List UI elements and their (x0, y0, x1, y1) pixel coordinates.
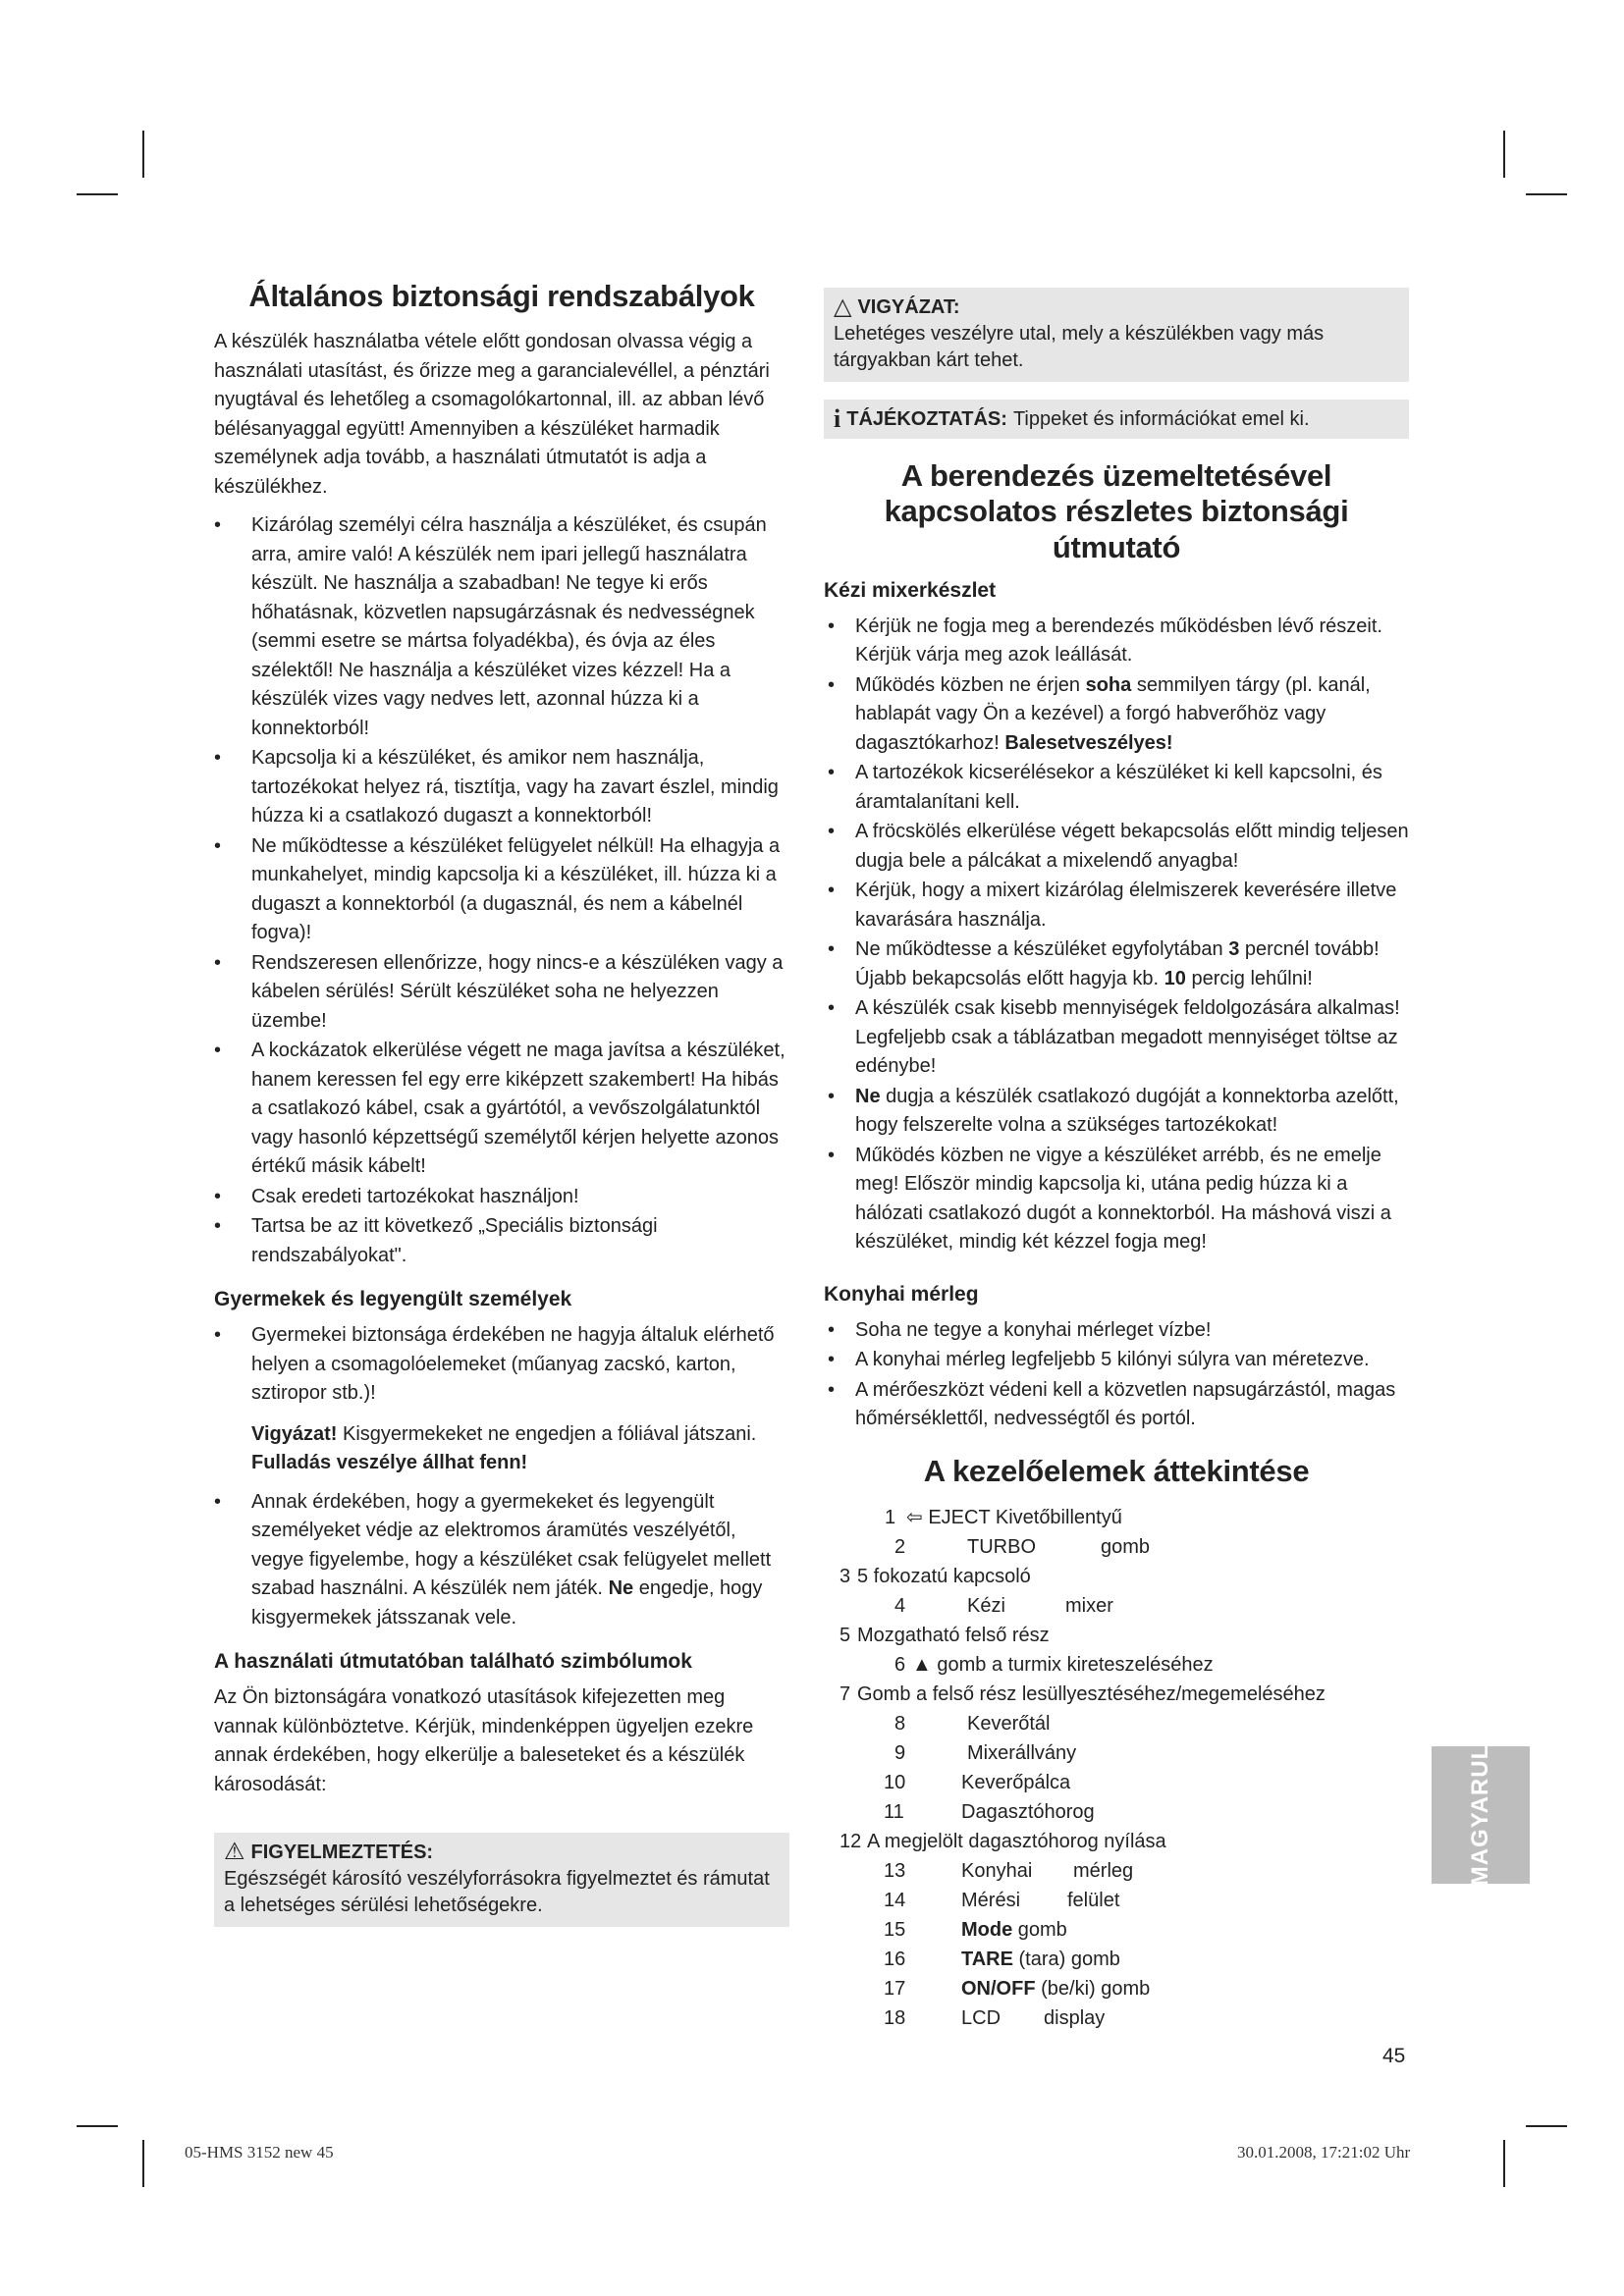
scale-list (824, 1316, 1409, 1434)
control-row: 6 ▲ gomb a turmix kireteszeléséhez (894, 1654, 1214, 1677)
children-warning (214, 1420, 789, 1478)
control-row: 15 Mode gomb (884, 1919, 1067, 1942)
footer-left: 05-HMS 3152 new 45 (185, 2143, 334, 2162)
list-item: • Működés közben ne érjen soha semmilyen tárgy (pl. kanál, hablapát vagy Ön a kezével) a forgó habverőhöz vagy dagasztókarhoz! Balesetveszélyes! (824, 671, 1409, 759)
page-number: 45 (1382, 2045, 1406, 2067)
warning-title: ⚠ FIGYELMEZTETÉS: (224, 1839, 434, 1866)
info-box (824, 400, 1409, 439)
section-title: Általános biztonsági rendszabályok (248, 279, 755, 313)
section-title: A berendezés üzemeltetésével kapcsolatos részletes biztonsági útmutató (884, 458, 1349, 564)
intro-paragraph: A készülék használatba vétele előtt gondosan olvassa végig a használati utasítást, és őrizze meg a garancialevéllel, a pénztári nyugtával és lehetőleg a csomagolókartonnal, ill. az abban lévő bélésanyaggal együtt! Amennyiben a készüléket harmadik személynek adja tovább, a használati útmutatót is adja a készülékhez. (214, 331, 770, 498)
info-line: i TÁJÉKOZTATÁS: Tippeket és információkat emel ki. (834, 404, 1310, 433)
crop-mark (77, 2125, 118, 2127)
control-row: 18 LCD display (884, 2007, 1106, 2030)
list-item: • Kizárólag személyi célra használja a készüléket, és csupán arra, amire való! A készülék nem ipari jellegű használatra készült. Ne használja a szabadban! Ne tegye ki erős hőhatásnak, közvetlen napsugárzásnak és nedvességnek (semmi esetre se mártsa folyadékba), és óvja az éles szélektől! Ne használja a készüléket vizes kézzel! Ha a készülék vizes vagy nedves lett, azonnal húzza ki a konnektorból! (214, 511, 789, 743)
caution-box (824, 288, 1409, 382)
list-item: • Rendszeresen ellenőrizze, hogy nincs-e a készüléken vagy a kábelen sérülés! Sérült készüléket soha ne helyezzen üzembe! (214, 949, 789, 1037)
list-item: • Kérjük, hogy a mixert kizárólag élelmiszerek keverésére illetve kavarására használja. (824, 877, 1409, 934)
list-item: • A fröcskölés elkerülése végett bekapcsolás előtt mindig teljesen dugja bele a pálcákat a mixelendő anyagba! (824, 818, 1409, 876)
symbols-heading: A használati útmutatóban található szimbólumok (214, 1650, 692, 1674)
mixer-list (824, 613, 1409, 1257)
crop-mark (142, 131, 144, 178)
control-row: 5 Mozgatható felső rész (839, 1625, 1050, 1647)
control-row: 7 Gomb a felső rész lesüllyesztéséhez/megemeléséhez (839, 1683, 1326, 1706)
footer-right: 30.01.2008, 17:21:02 Uhr (1237, 2143, 1411, 2162)
control-row: 1 ⇦ EJECT Kivetőbillentyű (885, 1507, 1122, 1529)
right-column (824, 288, 1409, 2033)
crop-mark (77, 193, 118, 195)
list-item: • Működés közben ne vigye a készüléket arrébb, és ne emelje meg! Először mindig kapcsolja ki, utána pedig húzza ki a hálózati csatlakozó dugót a konnektorból. Ha máshová viszi a készüléket, mindig két kézzel fogja meg! (824, 1142, 1409, 1257)
caution-title: △ VIGYÁZAT: (834, 294, 960, 320)
list-item: • Tartsa be az itt következő „Speciális biztonsági rendszabályokat". (214, 1212, 789, 1270)
list-item: • Csak eredeti tartozékokat használjon! (214, 1183, 789, 1212)
caution-triangle-icon: △ (834, 294, 852, 320)
control-row: 13 Konyhai mérleg (884, 1860, 1134, 1883)
warning-box (214, 1833, 789, 1927)
control-row: 4 Kézi mixer (894, 1595, 1113, 1618)
left-column (214, 265, 789, 1935)
list-item: • Gyermekei biztonsága érdekében ne hagyja általuk elérhető helyen a csomagolóelemeket (műanyag zacskó, karton, sztiropor stb.)! (214, 1321, 789, 1409)
warning-text: Egészségét károsító veszélyforrásokra figyelmeztet és rámutat a lehetséges sérülési lehetőségekre. (224, 1868, 770, 1917)
children-list (214, 1321, 789, 1409)
crop-mark (142, 2140, 144, 2187)
controls-title: A kezelőelemek áttekintése (923, 1453, 1310, 1488)
safety-list (214, 511, 789, 1270)
control-row: 17 ON/OFF (be/ki) gomb (884, 1978, 1151, 2001)
control-row: 14 Mérési felület (884, 1890, 1120, 1912)
list-item: • Kérjük ne fogja meg a berendezés működésben lévő részeit. Kérjük várja meg azok leállását. (824, 613, 1409, 670)
warning-triangle-icon: ⚠ (224, 1839, 245, 1866)
crop-mark (1526, 2125, 1567, 2127)
children-heading: Gyermekek és legyengült személyek (214, 1288, 572, 1311)
warning-label: Vigyázat! (251, 1422, 338, 1445)
list-item: • Ne működtesse a készüléket egyfolytában 3 percnél tovább! Újabb bekapcsolás előtt hagyja kb. 10 percig lehűlni! (824, 935, 1409, 993)
symbols-paragraph: Az Ön biztonságára vonatkozó utasítások kifejezetten meg vannak különböztetve. Kérjük, mindenképpen ügyeljen ezekre annak érdekében, hogy elkerülje a baleseteket és a készülék károsodását: (214, 1686, 754, 1795)
list-item: • Annak érdekében, hogy a gyermekeket és legyengült személyeket védje az elektromos áramütés veszélyétől, vegye figyelembe, hogy a készüléket csak felügyelet mellett szabad használni. A készülék nem játék. Ne engedje, hogy kisgyermekek játsszanak vele. (214, 1488, 789, 1633)
children-list-2 (214, 1488, 789, 1633)
control-row: 12 A megjelölt dagasztóhorog nyílása (839, 1831, 1166, 1853)
control-row: 9 Mixerállvány (894, 1742, 1077, 1765)
list-item: • Ne dugja a készülék csatlakozó dugóját a konnektorba azelőtt, hogy felszerelte volna a szükséges tartozékokat! (824, 1083, 1409, 1141)
controls-list (824, 1503, 1409, 2033)
control-row: 2 TURBO gomb (894, 1536, 1151, 1559)
list-item: • Soha ne tegye a konyhai mérleget vízbe! (824, 1316, 1409, 1346)
crop-mark (1503, 131, 1505, 178)
control-row: 10 Keverőpálca (884, 1772, 1071, 1794)
control-row: 11 Dagasztóhorog (884, 1801, 1095, 1824)
warning-emphasis: Fulladás veszélye állhat fenn! (251, 1452, 528, 1474)
language-tab-label: MAGYARUL (1467, 1743, 1493, 1887)
list-item: • A mérőeszközt védeni kell a közvetlen napsugárzástól, magas hőmérséklettől, nedvességtől és portól. (824, 1376, 1409, 1434)
caution-text: Lehetéges veszélyre utal, mely a készülékben vagy más tárgyakban kárt tehet. (834, 323, 1325, 371)
mixer-heading: Kézi mixerkészlet (824, 578, 997, 602)
control-row: 8 Keverőtál (894, 1713, 1051, 1735)
list-item: • Ne működtesse a készüléket felügyelet nélkül! Ha elhagyja a munkahelyet, mindig kapcsolja ki a készüléket, ill. húzza ki a dugaszt a konnektorból (a dugasznál, és nem a kábelnél fogva)! (214, 832, 789, 948)
crop-mark (1526, 193, 1567, 195)
list-item: • A kockázatok elkerülése végett ne maga javítsa a készüléket, hanem keressen fel egy erre kiképzett szakembert! Ha hibás a csatlakozó kábel, csak a gyártótól, a vevőszolgálatunktól vagy hasonló képzettségű személytől kérjen helyette azonos értékű másik kábelt! (214, 1037, 789, 1182)
list-item: • A tartozékok kicserélésekor a készüléket ki kell kapcsolni, és áramtalanítani kell. (824, 759, 1409, 817)
list-item: • Kapcsolja ki a készüléket, és amikor nem használja, tartozékokat helyez rá, tisztítja, vagy ha zavart észlel, mindig húzza ki a csatlakozó dugaszt a konnektorból! (214, 744, 789, 831)
list-item: • A konyhai mérleg legfeljebb 5 kilónyi súlyra van méretezve. (824, 1346, 1409, 1375)
warning-text: Kisgyermekeket ne engedjen a fóliával játszani. (337, 1422, 757, 1445)
scale-heading: Konyhai mérleg (824, 1282, 979, 1306)
crop-mark (1503, 2140, 1505, 2187)
control-row: 16 TARE (tara) gomb (884, 1949, 1120, 1971)
list-item: • A készülék csak kisebb mennyiségek feldolgozására alkalmas! Legfeljebb csak a táblázatban megadott mennyiséget töltse az edénybe! (824, 994, 1409, 1082)
info-icon: i (834, 404, 841, 433)
control-row: 3 5 fokozatú kapcsoló (839, 1566, 1031, 1588)
